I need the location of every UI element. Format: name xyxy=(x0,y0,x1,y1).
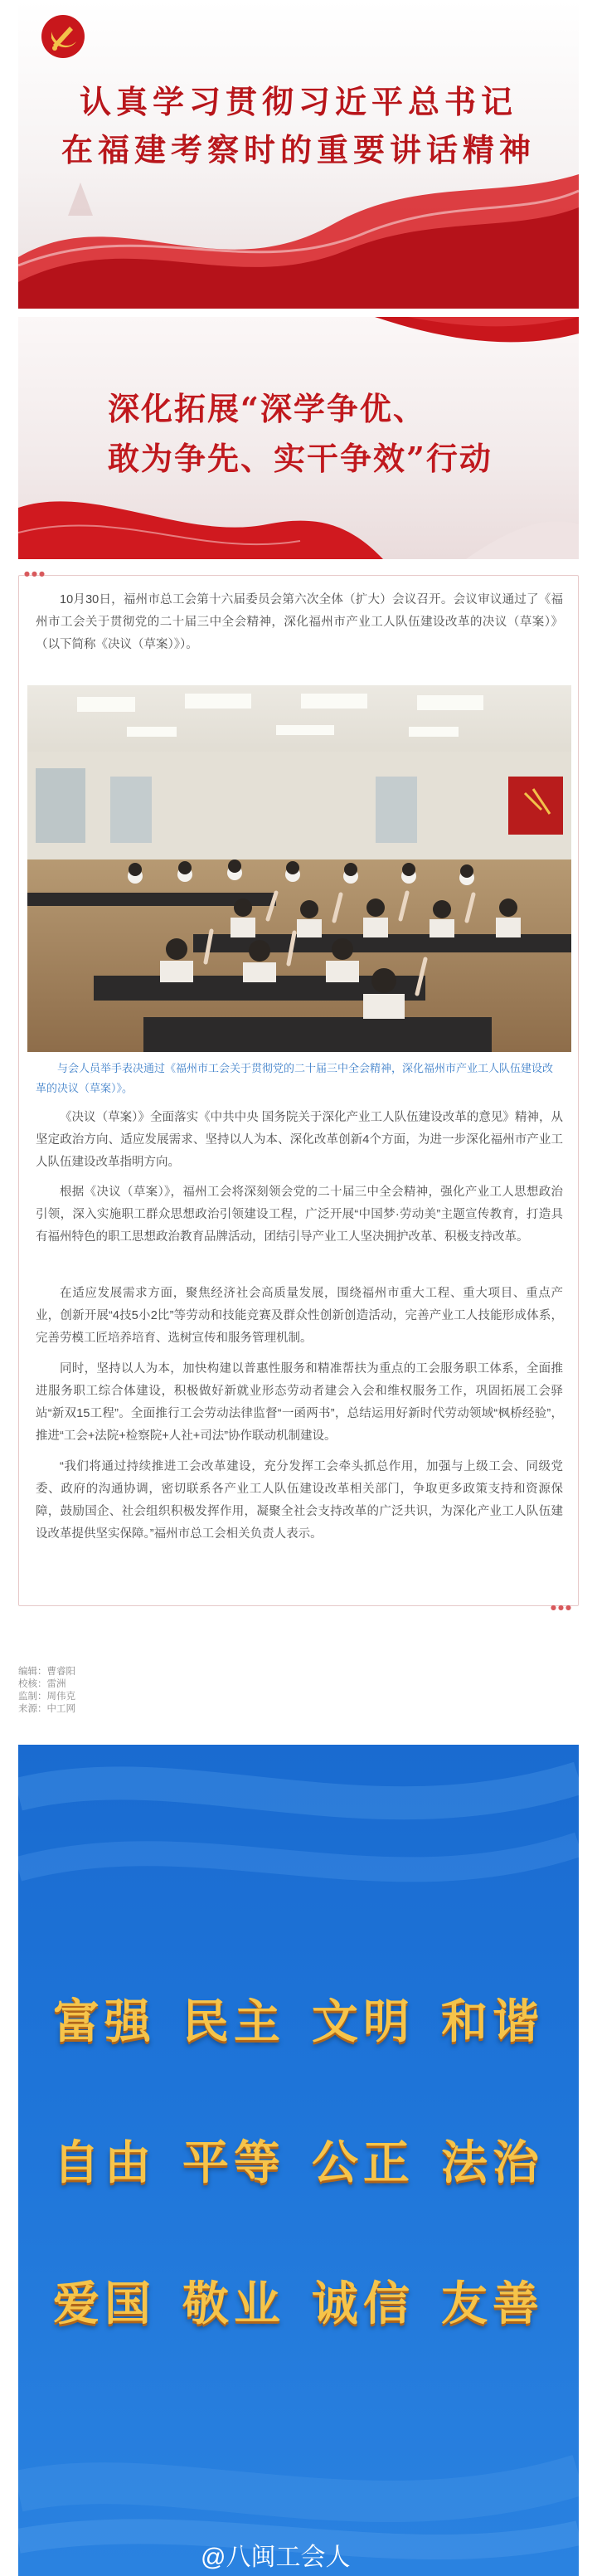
credit-supervisor: 监制：周伟克 xyxy=(18,1692,75,1702)
value-word: 友善 xyxy=(441,2277,544,2331)
article-paragraph-5: 同时，坚持以人为本，加快构建以普惠性服务和精准帮扶为重点的工会服务职工体系，全面推进服务职工综合体建设，积极做好新就业形态劳动者建会入会和维权服务工作，巩固拓展工会驿站“新双15工程”。全面推行工会劳动法律监督“一函两书”，总结运用好新时代劳动领域“枫桥经验”，推进“工会+法院+检察院+人社+司法”协作联动机制建设。 xyxy=(36,1362,563,1443)
article-paragraph-6: “我们将通过持续推进工会改革建设，充分发挥工会牵头抓总作用，加强与上级工会、同级党委、政府的沟通协调，密切联系各产业工人队伍建设改革相关部门，争取更多政策支持和资源保障，鼓励国企、社会组织积极发挥作用，凝聚全社会支持改革的广泛共识，为深化产业工人队伍建设改革提供坚实保障。”福州市总工会相关负责人表示。 xyxy=(36,1460,563,1541)
article-paragraph-1: 10月30日，福州市总工会第十六届委员会第六次全体（扩大）会议召开。会议审议通过了《福州市工会关于贯彻党的二十届三中全会精神，深化福州市产业工人队伍建设改革的决议（草案）》（以下简称《决议（草案）》）。 xyxy=(36,593,563,651)
decorative-dots-icon: ●●● xyxy=(24,570,46,577)
value-word: 敬业 xyxy=(182,2277,285,2331)
campaign-title-line-2: 敢为争先、实干争效”行动 xyxy=(108,440,493,477)
campaign-title-line-1: 深化拓展“深学争优、 xyxy=(108,390,426,427)
article-card xyxy=(18,570,579,1611)
banner-title-line-2: 在福建考察时的重要讲话精神 xyxy=(61,131,536,168)
article-paragraph-4: 在适应发展需求方面，聚焦经济社会高质量发展，围绕福州市重大工程、重大项目、重点产业，创新开展“4技5小2比”等劳动和技能竞赛及群众性创新创造活动，完善产业工人技能形成体系，完善劳模工匠培养培育、选树宣传和服务管理机制。 xyxy=(36,1287,563,1345)
value-word: 自由 xyxy=(53,2135,156,2190)
value-word: 文明 xyxy=(312,1994,415,2049)
values-row-1 xyxy=(18,1985,579,2052)
credit-source: 来源：中工网 xyxy=(18,1704,75,1714)
value-word: 和谐 xyxy=(441,1994,544,2049)
article-paragraph-2: 《决议（草案）》全面落实《中共中央 国务院关于深化产业工人队伍建设改革的意见》精神，从坚定政治方向、适应发展需求、坚持以人为本、深化改革创新4个方面，为进一步深化福州市产业工人队伍建设改革指明方向。 xyxy=(36,1111,563,1169)
red-ribbon-decoration xyxy=(18,166,579,309)
core-values-poster xyxy=(18,1745,579,2576)
photo-caption: 与会人员举手表决通过《福州市工会关于贯彻党的二十届三中全会精神，深化福州市产业工人队伍建设改革的决议（草案）》。 xyxy=(36,1062,554,1094)
article-paragraph-3: 根据《决议（草案）》，福州工会将深刻领会党的二十届三中全会精神，强化产业工人思想政治引领，深入实施职工群众思想政治引领建设工程，广泛开展“中国梦·劳动美”主题宣传教育，打造具有福州特色的职工思想政治教育品牌活动，团结引导产业工人坚决拥护改革、积极支持改革。 xyxy=(36,1186,563,1244)
value-word: 平等 xyxy=(182,2135,285,2190)
value-word: 公正 xyxy=(312,2135,415,2190)
values-row-3 xyxy=(18,2267,579,2334)
header-banner xyxy=(18,0,579,309)
value-word: 诚信 xyxy=(312,2277,415,2331)
meeting-photo-illustration xyxy=(27,685,571,1052)
value-word: 民主 xyxy=(182,1994,285,2049)
meeting-photo xyxy=(27,685,571,1052)
credit-editor: 编辑：曹睿阳 xyxy=(18,1667,75,1677)
banner-title-line-1: 认真学习贯彻习近平总书记 xyxy=(79,83,517,120)
account-watermark: @八闽工会人 xyxy=(201,2544,351,2571)
party-emblem-icon xyxy=(38,12,88,61)
credit-checker: 校核：雷洲 xyxy=(18,1679,66,1689)
values-row-2 xyxy=(18,2126,579,2193)
value-word: 富强 xyxy=(53,1994,156,2049)
credits-block xyxy=(18,1666,350,1716)
value-word: 法治 xyxy=(441,2135,544,2190)
decorative-dots-icon: ●●● xyxy=(551,1604,573,1611)
value-word: 爱国 xyxy=(53,2277,156,2331)
campaign-banner xyxy=(18,317,579,559)
